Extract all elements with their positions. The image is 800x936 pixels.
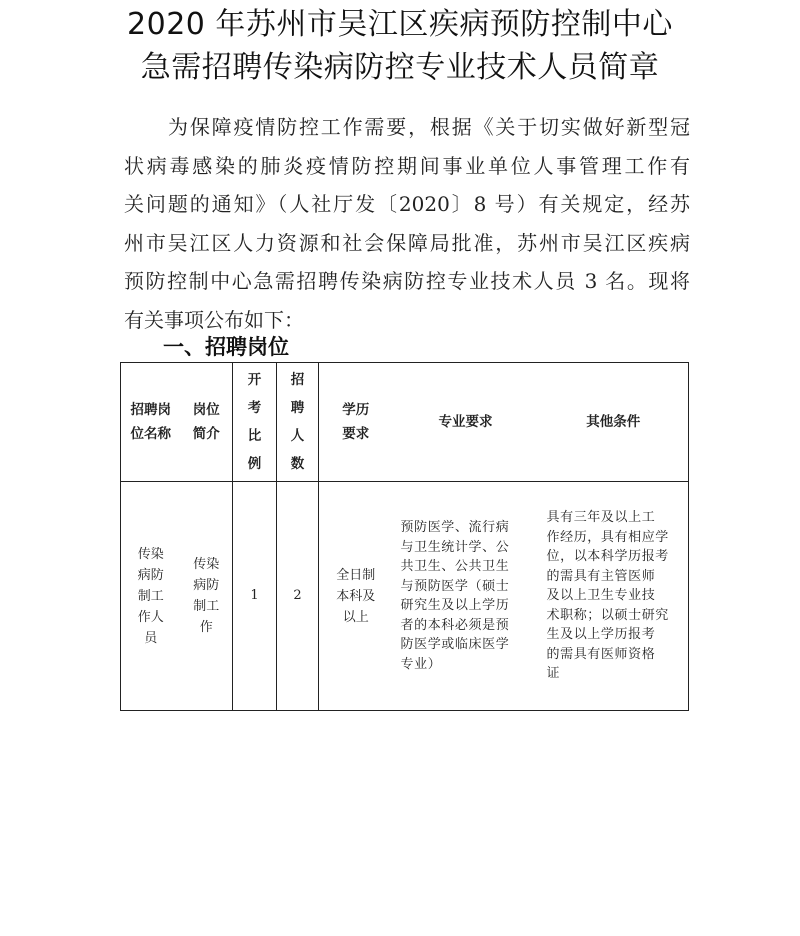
header-text: 例 bbox=[247, 456, 262, 472]
cell-text: 制工 bbox=[137, 588, 164, 604]
cell-text: 作人 bbox=[137, 609, 164, 625]
header-text: 学历 bbox=[342, 402, 370, 418]
cell-text: 研究生及以上学历 bbox=[400, 598, 510, 613]
cell-text: 证 bbox=[546, 666, 561, 682]
document-title-line2: 急需招聘传染病防控专业技术人员简章 bbox=[140, 50, 660, 85]
header-major: 专业要求 bbox=[393, 363, 539, 482]
header-exam-ratio bbox=[233, 363, 277, 482]
intro-line: 有关事项公布如下： bbox=[124, 307, 304, 332]
cell-text: 位，以本科学历报考 bbox=[546, 549, 669, 565]
intro-line: 状病毒感染的肺炎疫情防控期间事业单位人事管理工作有 bbox=[124, 153, 690, 178]
header-text: 聘 bbox=[290, 400, 305, 416]
cell-text: 的需具有主管医师 bbox=[546, 568, 656, 584]
intro-line: 关问题的通知》（人社厅发〔2020〕8 号）有关规定，经苏 bbox=[124, 192, 690, 217]
header-other: 其他条件 bbox=[539, 363, 689, 482]
cell-text: 制工 bbox=[193, 599, 220, 614]
cell-text: 预防医学、流行病 bbox=[400, 520, 510, 535]
header-text: 比 bbox=[247, 428, 262, 444]
header-text: 开 bbox=[247, 372, 262, 388]
header-text: 位名称 bbox=[130, 426, 171, 442]
cell-other bbox=[539, 482, 689, 711]
cell-major bbox=[393, 482, 539, 711]
header-text: 岗位 bbox=[192, 402, 220, 418]
cell-text: 病防 bbox=[137, 567, 164, 583]
intro-line: 为保障疫情防控工作需要，根据《关于切实做好新型冠 bbox=[168, 115, 690, 139]
header-position-name bbox=[121, 363, 181, 482]
header-text: 人 bbox=[290, 428, 305, 444]
header-text: 招 bbox=[290, 372, 305, 388]
header-text: 考 bbox=[247, 400, 262, 416]
cell-text: 员 bbox=[144, 630, 158, 646]
table-header-row bbox=[121, 363, 689, 482]
table-row bbox=[121, 482, 689, 711]
cell-text: 术职称；以硕士研究 bbox=[546, 607, 669, 623]
header-text: 要求 bbox=[342, 426, 370, 442]
header-text: 招聘岗 bbox=[130, 402, 171, 418]
intro-paragraph bbox=[124, 108, 690, 340]
document-title-line1: 2020 年苏州市吴江区疾病预防控制中心 bbox=[127, 7, 673, 42]
intro-line: 州市吴江区人力资源和社会保障局批准，苏州市吴江区疾病 bbox=[124, 230, 690, 255]
cell-text: 者的本科必须是预 bbox=[400, 617, 510, 633]
cell-text: 作经历，具有相应学 bbox=[546, 529, 669, 545]
cell-text: 专业） bbox=[400, 656, 442, 672]
cell-text: 传染 bbox=[137, 546, 164, 562]
cell-text: 及以上卫生专业技 bbox=[546, 588, 656, 604]
cell-headcount: 2 bbox=[277, 482, 319, 711]
cell-text: 全日制 bbox=[336, 567, 376, 583]
cell-text: 传染 bbox=[193, 557, 220, 572]
cell-text: 与卫生统计学、公 bbox=[400, 539, 510, 555]
section-heading-positions: 一、招聘岗位 bbox=[163, 335, 289, 359]
cell-exam-ratio: 1 bbox=[233, 482, 277, 711]
header-headcount bbox=[277, 363, 319, 482]
cell-text: 以上 bbox=[342, 609, 369, 625]
cell-text: 作 bbox=[199, 620, 213, 635]
header-education bbox=[319, 363, 393, 482]
cell-major-text bbox=[393, 518, 539, 674]
cell-text: 生及以上学历报考 bbox=[546, 627, 656, 643]
intro-line: 预防控制中心急需招聘传染病防控专业技术人员 3 名。现将 bbox=[124, 269, 690, 294]
header-position-brief bbox=[181, 363, 233, 482]
cell-text: 具有三年及以上工 bbox=[546, 510, 656, 526]
recruitment-table bbox=[120, 362, 689, 711]
cell-text: 防医学或临床医学 bbox=[400, 637, 510, 652]
cell-text: 病防 bbox=[193, 578, 220, 593]
cell-text: 的需具有医师资格 bbox=[546, 646, 656, 662]
header-text: 数 bbox=[290, 456, 305, 472]
header-text: 简介 bbox=[192, 426, 220, 442]
cell-position-brief bbox=[181, 482, 233, 711]
cell-education bbox=[319, 482, 393, 711]
cell-text: 共卫生、公共卫生 bbox=[400, 559, 510, 574]
cell-position-name bbox=[121, 482, 181, 711]
cell-text: 本科及 bbox=[336, 588, 376, 604]
cell-text: 与预防医学（硕士 bbox=[400, 578, 510, 594]
cell-other-text bbox=[539, 508, 689, 684]
